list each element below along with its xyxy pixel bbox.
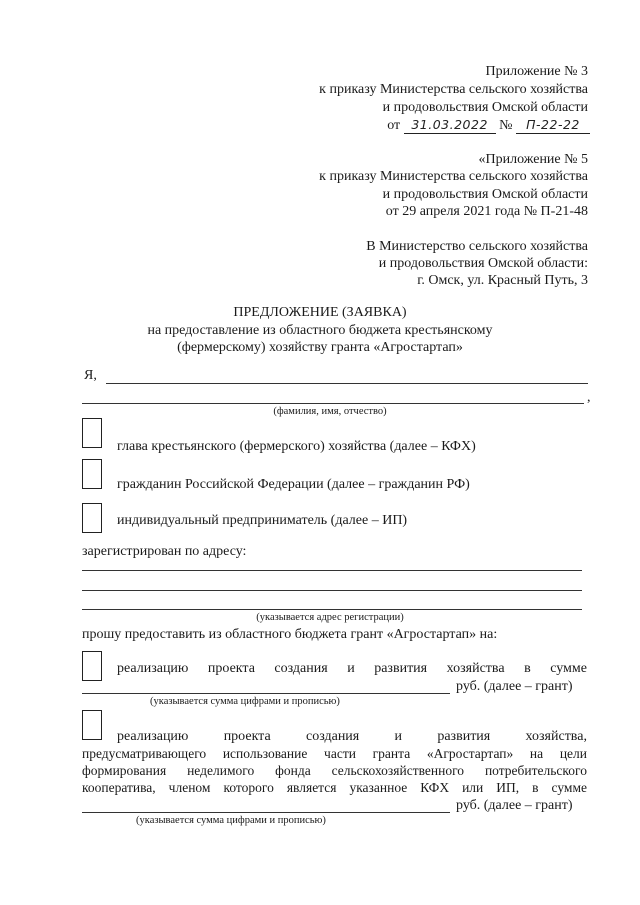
grant-option-2-line3: формирования неделимого фонда сельскохозяйственного потребительского xyxy=(82,763,587,778)
appendix-5-line1: «Приложение № 5 xyxy=(478,152,588,167)
document-subtitle-line1: на предоставление из областного бюджета крестьянскому xyxy=(147,323,493,338)
handwritten-date: 31.03.2022 xyxy=(404,116,496,134)
grant-option-1-suffix: руб. (далее – грант) xyxy=(456,679,573,694)
address-line-2[interactable] xyxy=(82,590,582,591)
grant-option-2-word: создания xyxy=(305,729,360,744)
checkbox-kfh-head[interactable] xyxy=(82,418,102,448)
grant-option-2-word: реализацию xyxy=(117,729,189,744)
addressee-line1: В Министерство сельского хозяйства xyxy=(366,239,588,254)
grant-option-1-word: создания xyxy=(274,661,328,676)
appendix-3-line3: и продовольствия Омской области xyxy=(382,100,588,115)
grant-option-1-word: хозяйства xyxy=(446,661,505,676)
option-rf-citizen-label: гражданин Российской Федерации (далее – гражданин РФ) xyxy=(117,477,470,492)
option-kfh-head-label: глава крестьянского (фермерского) хозяйства (далее – КФХ) xyxy=(117,439,476,454)
grant-option-2-line1 xyxy=(117,728,587,745)
appendix-5-line4: от 29 апреля 2021 года № П-21-48 xyxy=(385,204,588,219)
request-intro: прошу предоставить из областного бюджета грант «Агростартап» на: xyxy=(82,627,498,642)
appendix-5-line3: и продовольствия Омской области xyxy=(382,187,588,202)
appendix-3-number-sign: № xyxy=(499,118,513,133)
grant-option-1-word: проекта xyxy=(207,661,255,676)
grant-option-2-word: проекта xyxy=(223,729,271,744)
checkbox-individual-entrepreneur[interactable] xyxy=(82,503,102,533)
addressee-line3: г. Омск, ул. Красный Путь, 3 xyxy=(417,273,588,288)
grant-option-1-word: и xyxy=(347,661,355,676)
grant-option-1-word: в xyxy=(524,661,531,676)
grant-option-2-hint: (указывается сумма цифрами и прописью) xyxy=(136,815,326,826)
grant-option-2-word: и xyxy=(394,729,403,744)
option-individual-entrepreneur-label: индивидуальный предприниматель (далее – ИП) xyxy=(117,513,408,528)
checkbox-rf-citizen[interactable] xyxy=(82,459,102,489)
appendix-3-line1: Приложение № 3 xyxy=(485,64,588,79)
grant-option-2-suffix: руб. (далее – грант) xyxy=(456,798,573,813)
applicant-name-line-1[interactable] xyxy=(106,383,588,384)
grant-option-1-word: сумме xyxy=(550,661,587,676)
checkbox-grant-option-2[interactable] xyxy=(82,710,102,740)
grant-option-1-hint: (указывается сумма цифрами и прописью) xyxy=(150,696,340,707)
grant-option-2-amount-line[interactable] xyxy=(82,812,450,813)
addressee-line2: и продовольствия Омской области: xyxy=(378,256,588,271)
grant-option-2-line2: предусматривающего использование части гранта «Агростартап» на цели xyxy=(82,746,587,761)
document-subtitle-line2: (фермерскому) хозяйству гранта «Агростартап» xyxy=(177,340,463,355)
address-line-1[interactable] xyxy=(82,570,582,571)
grant-option-1-word: реализацию xyxy=(117,661,189,676)
grant-option-1-line1 xyxy=(117,660,587,677)
handwritten-number: П-22-22 xyxy=(516,116,590,134)
checkbox-grant-option-1[interactable] xyxy=(82,651,102,681)
applicant-name-hint: (фамилия, имя, отчество) xyxy=(273,406,387,417)
grant-option-1-amount-line[interactable] xyxy=(82,693,450,694)
applicant-name-line-2[interactable] xyxy=(82,403,584,404)
address-hint: (указывается адрес регистрации) xyxy=(256,612,404,623)
applicant-prefix: Я, xyxy=(84,368,97,383)
grant-option-2-word: развития xyxy=(437,729,491,744)
appendix-3-line2: к приказу Министерства сельского хозяйства xyxy=(319,82,588,97)
grant-option-2-word: хозяйства, xyxy=(525,729,587,744)
address-label: зарегистрирован по адресу: xyxy=(82,544,247,559)
grant-option-2-line4: кооператива, членом которого является указанное КФХ или ИП, в сумме xyxy=(82,780,587,795)
appendix-3-ot: от xyxy=(387,118,401,133)
document-title: ПРЕДЛОЖЕНИЕ (ЗАЯВКА) xyxy=(233,305,407,320)
appendix-3-date-line xyxy=(387,116,590,134)
grant-option-1-word: развития xyxy=(374,661,428,676)
applicant-comma: , xyxy=(587,390,591,405)
appendix-5-line2: к приказу Министерства сельского хозяйства xyxy=(319,169,588,184)
address-line-3[interactable] xyxy=(82,609,582,610)
